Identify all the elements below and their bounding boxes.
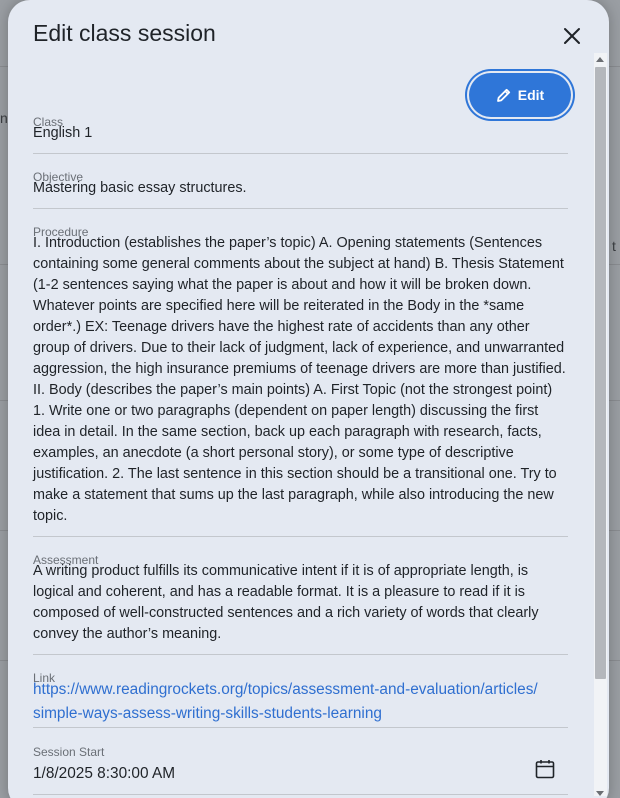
objective-value: Mastering basic essay structures.	[33, 180, 247, 196]
assessment-label: Assessment	[33, 553, 99, 567]
edit-class-session-dialog	[8, 0, 609, 798]
edit-button-label: Edit	[517, 87, 545, 103]
calendar-button[interactable]	[534, 758, 556, 780]
scroll-up-arrow[interactable]	[596, 57, 604, 62]
dialog-title: Edit class session	[33, 20, 216, 46]
session-start-field[interactable]	[33, 746, 568, 795]
edit-button[interactable]	[469, 73, 571, 117]
pencil-icon	[496, 87, 512, 103]
assessment-value: A writing product fulfills its communicative intent if it is of appropriate length, is logical and coherent, and has a readable format. It is a pleasure to read if it is composed of well-constructed sentences and a rich variety of words that clearly convey the author’s meaning.	[33, 563, 539, 642]
scrollbar-thumb[interactable]	[595, 67, 606, 679]
link-field[interactable]	[33, 672, 568, 728]
objective-field[interactable]	[33, 171, 568, 209]
link-label: Link	[33, 671, 56, 685]
session-start-value: 1/8/2025 8:30:00 AM	[33, 765, 176, 782]
procedure-label: Procedure	[33, 225, 89, 239]
session-start-label: Session Start	[33, 745, 105, 759]
class-field[interactable]	[33, 116, 568, 154]
background-text-fragment: t	[612, 238, 616, 254]
background-text-fragment: n	[0, 110, 8, 126]
link-value[interactable]: https://www.readingrockets.org/topics/assessment-and-evaluation/articles/simple-ways-assess-writing-skills-students-learning	[33, 681, 538, 722]
procedure-value: I. Introduction (establishes the paper’s topic) A. Opening statements (Sentences containing some general comments about the subject at hand) B. Thesis Statement (1-2 sentences saying what the paper is about and how it will be broken down. Whatever points are specified here will be reiterated in the Body in the *same order*.) EX: Teenage drivers have the highest rate of accidents than any other group of drivers. Due to their lack of judgment, lack of experience, and unwarranted aggression, the high insurance premiums of teenage drivers are more than justified. II. Body (describes the paper’s main points) A. First Topic (not the strongest point) 1. Write one or two paragraphs (dependent on paper length) discussing the first idea in detail. In the same section, back up each paragraph with research, facts, examples, an anecdote (a short personal story), or some type of descriptive justification. 2. The last sentence in this section should be a transitional one. Try to make a statement that sums up the last paragraph, while also introducing the new topic.	[33, 235, 566, 524]
scroll-down-arrow[interactable]	[596, 791, 604, 796]
close-button[interactable]	[560, 24, 584, 48]
assessment-field[interactable]	[33, 554, 568, 655]
class-label: Class	[33, 115, 64, 129]
class-value: English 1	[33, 125, 93, 141]
procedure-field[interactable]	[33, 226, 568, 537]
objective-label: Objective	[33, 170, 84, 184]
calendar-icon	[534, 758, 556, 780]
close-icon	[560, 24, 584, 48]
